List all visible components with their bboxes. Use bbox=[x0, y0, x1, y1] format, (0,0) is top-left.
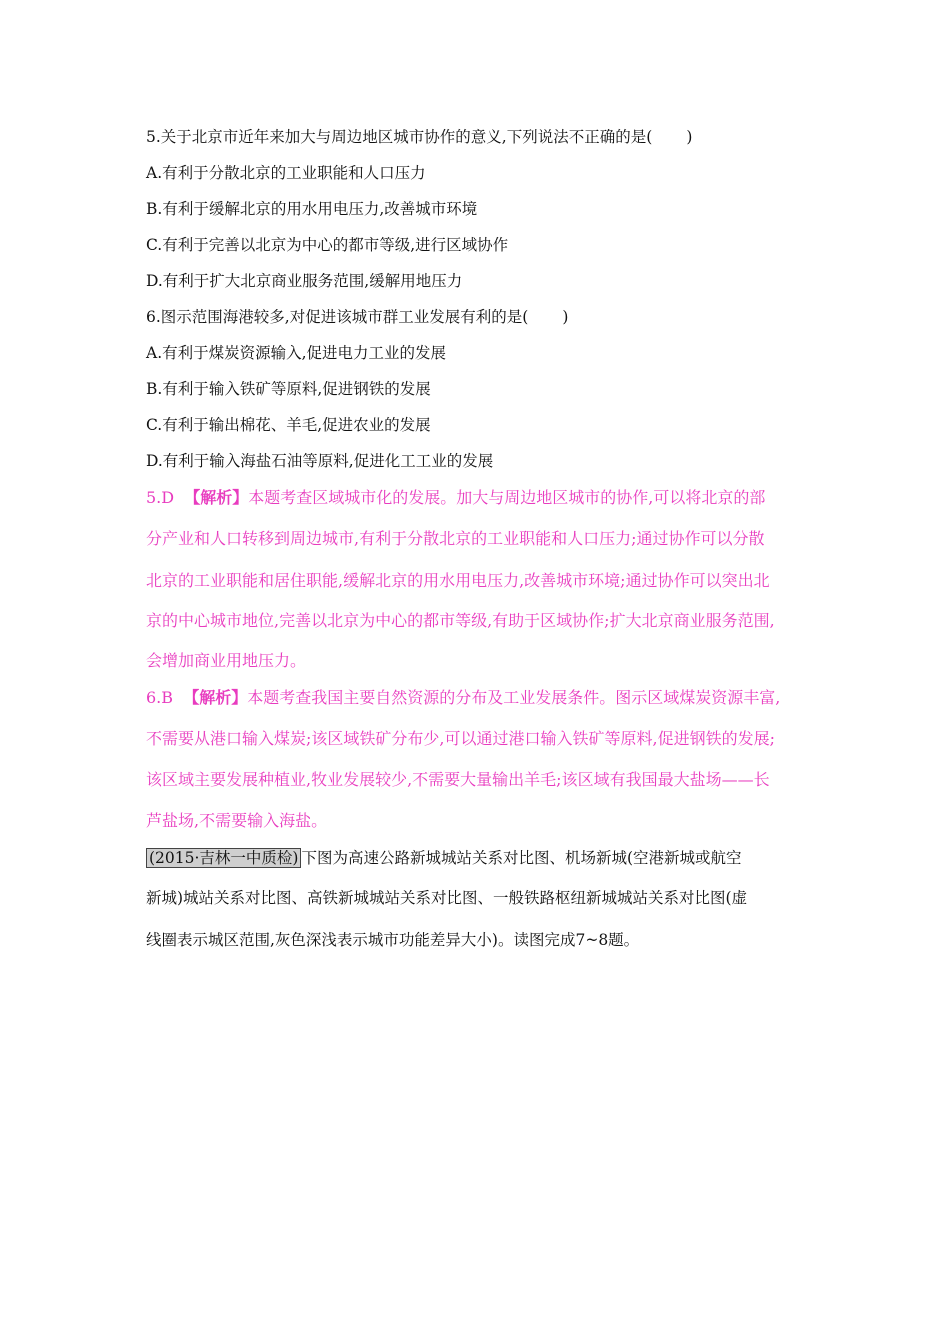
q5-option-d: D.有利于扩大北京商业服务范围,缓解用地压力 bbox=[146, 272, 463, 290]
q5-stem-close: ) bbox=[686, 128, 693, 146]
q5-option-a: A.有利于分散北京的工业职能和人口压力 bbox=[146, 164, 426, 182]
intro-line-3: 线圈表示城区范围,灰色深浅表示城市功能差异大小)。读图完成7~8题。 bbox=[146, 931, 640, 949]
q6-option-a: A.有利于煤炭资源输入,促进电力工业的发展 bbox=[146, 344, 447, 362]
answer6-line-4: 芦盐场,不需要输入海盐。 bbox=[146, 811, 328, 830]
q5-option-c: C.有利于完善以北京为中心的都市等级,进行区域协作 bbox=[146, 236, 509, 254]
answer6-tag: 【解析】 bbox=[183, 688, 248, 707]
q6-option-b: B.有利于输入铁矿等原料,促进钢铁的发展 bbox=[146, 380, 431, 398]
answer6-label: 6.B bbox=[146, 688, 174, 707]
answer5-line-3: 北京的工业职能和居住职能,缓解北京的用水用电压力,改善城市环境;通过协作可以突出北 bbox=[146, 571, 770, 590]
answer6-line-3: 该区域主要发展种植业,牧业发展较少,不需要大量输出羊毛;该区域有我国最大盐场——长 bbox=[146, 770, 770, 789]
answer6-line-2: 不需要从港口输入煤炭;该区域铁矿分布少,可以通过港口输入铁矿等原料,促进钢铁的发展; bbox=[146, 729, 775, 748]
answer5-label: 5.D bbox=[146, 488, 175, 507]
q6-option-c: C.有利于输出棉花、羊毛,促进农业的发展 bbox=[146, 416, 431, 434]
q5-stem-text: 5.关于北京市近年来加大与周边地区城市协作的意义,下列说法不正确的是( bbox=[146, 128, 653, 146]
answer5-text-1: 本题考查区域城市化的发展。加大与周边地区城市的协作,可以将北京的部 bbox=[248, 488, 766, 507]
q5-option-b: B.有利于缓解北京的用水用电压力,改善城市环境 bbox=[146, 200, 478, 218]
intro-line-1 bbox=[146, 848, 742, 868]
intro-text-1: 下图为高速公路新城城站关系对比图、机场新城(空港新城或航空 bbox=[301, 849, 742, 867]
q6-stem bbox=[146, 307, 568, 327]
q5-stem bbox=[146, 127, 692, 147]
answer5-tag: 【解析】 bbox=[184, 488, 249, 507]
intro-line-2: 新城)城站关系对比图、高铁新城城站关系对比图、一般铁路枢纽新城城站关系对比图(虚 bbox=[146, 889, 748, 907]
q6-option-d: D.有利于输入海盐石油等原料,促进化工工业的发展 bbox=[146, 452, 494, 470]
source-tag: (2015·吉林一中质检) bbox=[146, 848, 301, 868]
q6-stem-text: 6.图示范围海港较多,对促进该城市群工业发展有利的是( bbox=[146, 308, 529, 326]
answer5-line-5: 会增加商业用地压力。 bbox=[146, 651, 307, 670]
answer5-line-4: 京的中心城市地位,完善以北京为中心的都市等级,有助于区域协作;扩大北京商业服务范围, bbox=[146, 611, 775, 630]
answer6-line-1 bbox=[146, 688, 780, 708]
answer5-line-2: 分产业和人口转移到周边城市,有利于分散北京的工业职能和人口压力;通过协作可以分散 bbox=[146, 529, 765, 548]
q6-stem-close: ) bbox=[562, 308, 569, 326]
answer6-text-1: 本题考查我国主要自然资源的分布及工业发展条件。图示区域煤炭资源丰富, bbox=[247, 688, 781, 707]
answer5-line-1 bbox=[146, 488, 765, 508]
